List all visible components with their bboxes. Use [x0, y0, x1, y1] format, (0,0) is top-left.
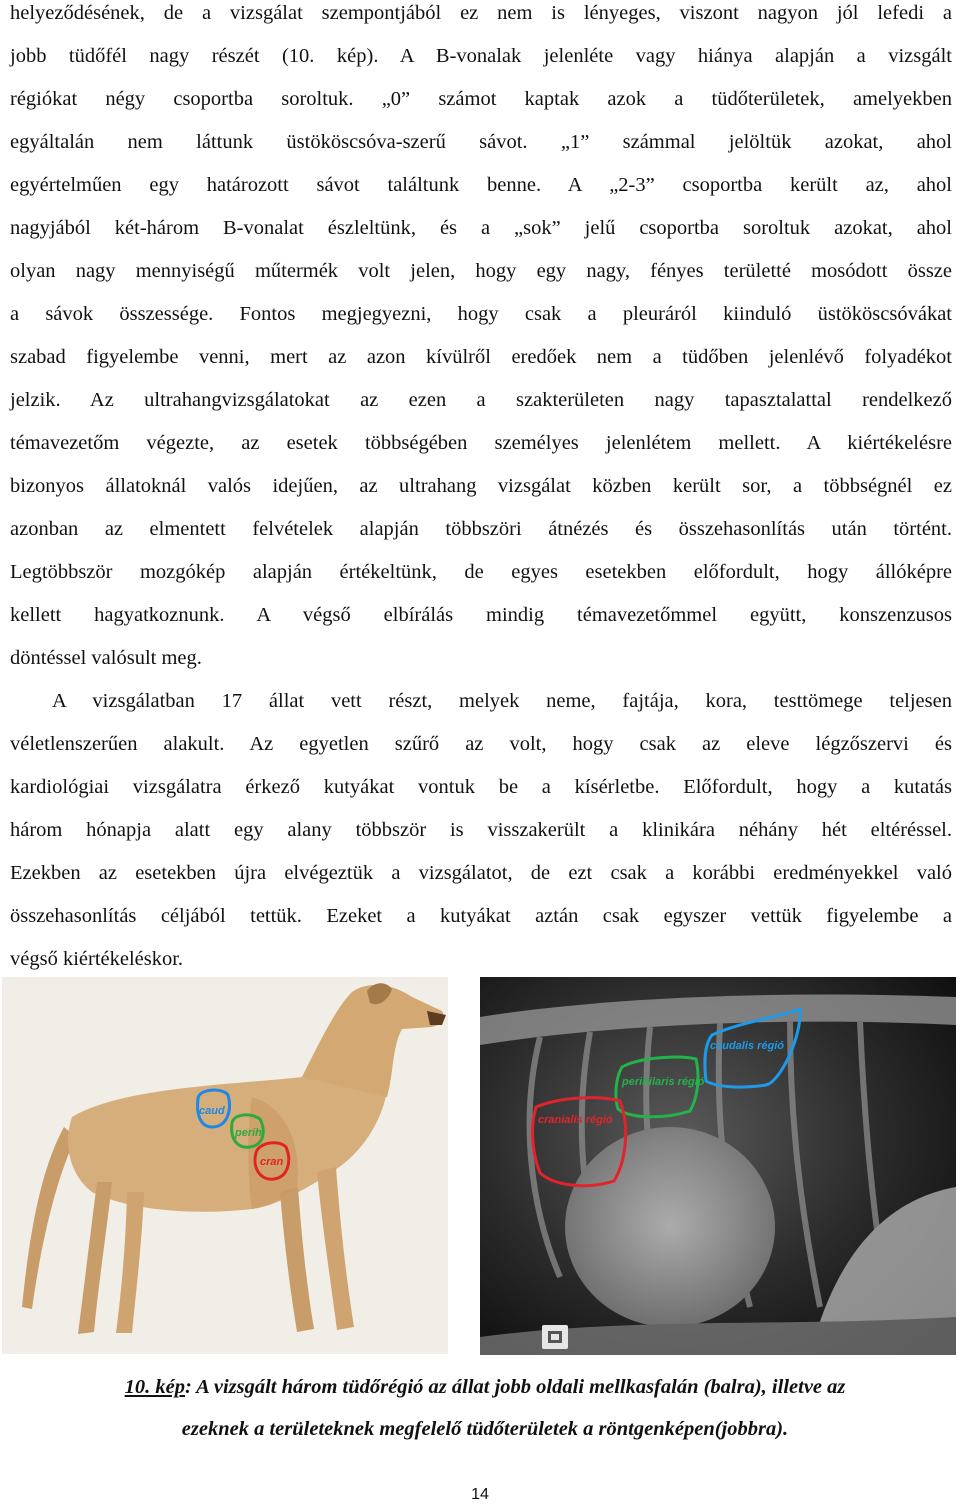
text-line: egyértelműen egy határozott sávot találtunk benne. A „2-3” csoportba került az, ahol — [10, 174, 952, 196]
figure-reference: 10. kép — [124, 1376, 185, 1398]
xray-figure — [480, 977, 956, 1355]
text-line: véletlenszerűen alakult. Az egyetlen szűrő az volt, hogy csak az eleve légzőszervi és — [10, 733, 952, 755]
caption-line-2: ezeknek a területeknek megfelelő tüdőterületek a röntgenképen(jobbra). — [181, 1418, 789, 1440]
caption-line-1-text: : A vizsgált három tüdőrégió az állat jobb oldali mellkasfalán (balra), illetve az — [184, 1376, 846, 1398]
cranial-region-label: cranialis régió — [538, 1114, 613, 1126]
text-line: a sávok összessége. Fontos megjegyezni, hogy csak a pleuráról kiinduló üstököscsóvákat — [10, 303, 952, 325]
text-line: végső kiértékeléskor. — [10, 948, 184, 970]
caudal-region-label: caudalis régió — [710, 1040, 784, 1052]
text-line: kellett hagyatkoznunk. A végső elbírálás mindig témavezetőmmel együtt, konszenzusos — [10, 604, 952, 626]
figure-caption — [40, 1366, 930, 1450]
page-number: 14 — [471, 1486, 489, 1503]
perihilar-region-label: perih — [235, 1127, 262, 1139]
text-line: jobb tüdőfél nagy részét (10. kép). A B-vonalak jelenléte vagy hiánya alapján a vizsgált — [10, 45, 952, 67]
text-line: nagyjából két-három B-vonalat észleltünk, és a „sok” jelű csoportba soroltuk azokat, ahol — [10, 217, 952, 239]
text-line: azonban az elmentett felvételek alapján többszöri átnézés és összehasonlítás után történt. — [10, 518, 952, 540]
text-line: bizonyos állatoknál valós idejűen, az ultrahang vizsgálat közben került sor, a többségnél ez — [10, 475, 952, 497]
text-line: kardiológiai vizsgálatra érkező kutyákat vontuk be a kísérletbe. Előfordult, hogy a kutatás — [10, 776, 952, 798]
body-paragraph-1 — [10, 0, 952, 680]
caudal-region-label: caud — [199, 1105, 225, 1117]
text-line: A vizsgálatban 17 állat vett részt, melyek neme, fajtája, kora, testtömege teljesen — [52, 690, 952, 712]
text-line: Legtöbbször mozgókép alapján értékeltünk, de egyes esetekben előfordult, hogy állóképre — [10, 561, 952, 583]
cranial-region-label: cran — [260, 1156, 284, 1168]
text-line: témavezetőm végezte, az esetek többségében személyes jelenlétem mellett. A kiértékelésre — [10, 432, 952, 454]
text-line: egyáltalán nem láttunk üstököscsóva-szerű sávot. „1” számmal jelöltük azokat, ahol — [10, 131, 952, 153]
body-paragraph-2 — [10, 680, 952, 981]
dog-illustration-figure — [2, 977, 448, 1354]
text-line: Ezekben az esetekben újra elvégeztük a vizsgálatot, de ezt csak a korábbi eredményekkel való — [10, 862, 952, 884]
text-line: helyeződésének, de a vizsgálat szempontjából ez nem is lényeges, viszont nagyon jól lefedi a — [10, 2, 952, 24]
text-line: jelzik. Az ultrahangvizsgálatokat az ezen a szakterületen nagy tapasztalattal rendelkező — [10, 389, 952, 411]
text-line: szabad figyelembe venni, mert az azon kívülről eredőek nem a tüdőben jelenlévő folyadékot — [10, 346, 952, 368]
perihilar-region-label: perihilaris régió — [622, 1076, 705, 1088]
text-line: összehasonlítás céljából tettük. Ezeket a kutyákat aztán csak egyszer vettük figyelembe a — [10, 905, 952, 927]
xray-logo-mark — [542, 1325, 568, 1349]
text-line: három hónapja alatt egy alany többször is visszakerült a klinikára néhány hét eltéréssel. — [10, 819, 952, 841]
caption-line-1 — [40, 1366, 930, 1408]
text-line: olyan nagy mennyiségű műtermék volt jelen, hogy egy nagy, fényes területté mosódott össze — [10, 260, 952, 282]
text-line: döntéssel valósult meg. — [10, 647, 202, 669]
text-line: régiókat négy csoportba soroltuk. „0” számot kaptak azok a tüdőterületek, amelyekben — [10, 88, 952, 110]
